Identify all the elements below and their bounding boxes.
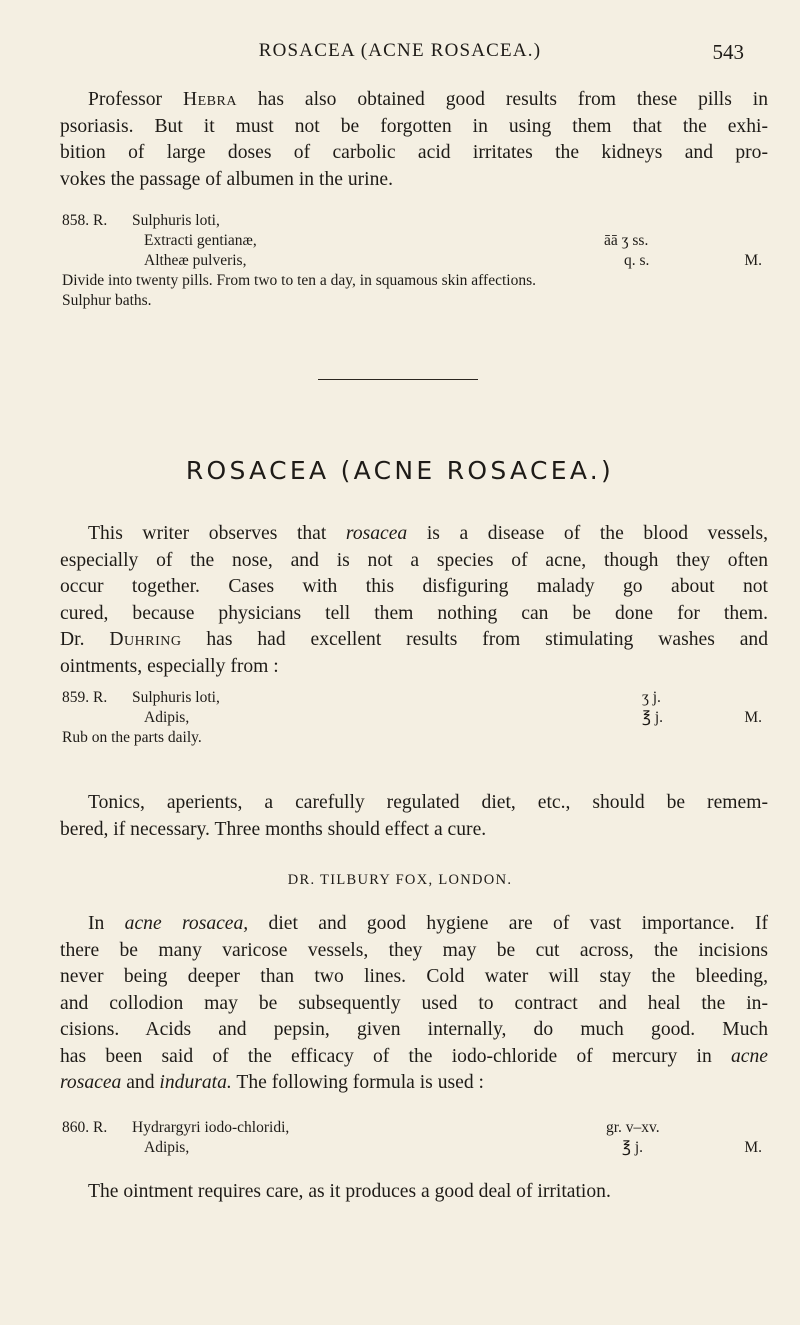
running-head-title: ROSACEA (ACNE ROSACEA.) — [258, 40, 542, 61]
term: acne — [731, 1045, 768, 1067]
text-line: Dr. Duhring has had excellent results from stimulating washes and — [60, 629, 769, 650]
quantity: ℥ j. — [622, 1139, 644, 1156]
text-line: ointments, especially from : — [60, 655, 279, 677]
section-divider — [318, 379, 478, 380]
misce-mark: M. — [744, 1139, 762, 1156]
page-number: 543 — [712, 40, 744, 64]
directions: Divide into twenty pills. From two to ten a day, in squamous skin affections. — [62, 272, 536, 289]
text-line: bition of large doses of carbolic acid irritates the kidneys and pro- — [60, 142, 768, 163]
running-head — [0, 40, 800, 70]
text-line: has been said of the efficacy of the iodo-chloride of mercury in acne — [60, 1045, 768, 1067]
ingredient: Sulphuris loti, — [132, 212, 220, 229]
quantity: q. s. — [624, 252, 650, 269]
quantity: āā ʒ ss. — [604, 232, 649, 249]
prescription-859 — [62, 688, 768, 748]
paragraph-rosacea — [60, 521, 768, 680]
text-line: This writer observes that rosacea is a disease of the blood vessels, — [88, 523, 769, 544]
term: indurata. — [159, 1072, 232, 1093]
ingredient: Hydrargyri iodo-chloridi, — [132, 1119, 290, 1136]
term: acne rosacea, — [124, 913, 249, 934]
text-line: vokes the passage of albumen in the urine. — [60, 168, 393, 190]
ingredient: Adipis, — [144, 709, 190, 726]
text-line: Tonics, aperients, a carefully regulated diet, etc., should be remem- — [88, 792, 768, 813]
section-heading: ROSACEA (ACNE ROSACEA.) — [185, 456, 615, 485]
text-line: cured, because physicians tell them nothing can be done for them. — [60, 602, 768, 624]
text-line: and collodion may be subsequently used to contract and heal the in- — [60, 992, 768, 1014]
paragraph-acne-rosacea — [60, 911, 768, 1097]
prescription-858 — [62, 211, 768, 311]
quantity: ʒ j. — [642, 689, 661, 706]
text-line: The ointment requires care, as it produces a good deal of irritation. — [88, 1181, 611, 1202]
paragraph-hebra — [60, 87, 768, 193]
text-line: rosacea and indurata. The following formula is used : — [60, 1072, 484, 1093]
text-line: occur together. Cases with this disfiguring malady go about not — [60, 576, 768, 597]
text-line: never being deeper than two lines. Cold water will stay the bleeding, — [60, 966, 768, 987]
text-line: especially of the nose, and is not a species of acne, though they often — [60, 549, 768, 571]
directions: Sulphur baths. — [62, 292, 152, 309]
misce-mark: M. — [744, 252, 762, 269]
paragraph-tonics — [60, 790, 768, 843]
prescription-number: 860. R. — [62, 1119, 108, 1136]
author-name: Duhring — [109, 629, 182, 650]
author-name: Hebra — [182, 89, 237, 110]
text-line: psoriasis. But it must not be forgotten in using them that the exhi- — [60, 115, 768, 137]
text-line: Professor Hebra has also obtained good results from these pills in — [88, 89, 768, 110]
prescription-number: 858. R. — [62, 212, 108, 229]
ingredient: Extracti gentianæ, — [144, 232, 257, 249]
quantity: ℥ j. — [642, 709, 664, 726]
attribution-heading: DR. TILBURY FOX, LONDON. — [287, 872, 513, 888]
paragraph-ointment — [60, 1179, 768, 1206]
term: rosacea — [345, 523, 408, 544]
term: rosacea — [60, 1072, 122, 1093]
directions: Rub on the parts daily. — [62, 729, 202, 746]
text-line: bered, if necessary. Three months should effect a cure. — [60, 818, 487, 840]
ingredient: Sulphuris loti, — [132, 689, 220, 706]
prescription-number: 859. R. — [62, 689, 108, 706]
ingredient: Adipis, — [144, 1139, 190, 1156]
text-line: cisions. Acids and pepsin, given internally, do much good. Much — [60, 1019, 768, 1040]
misce-mark: M. — [744, 709, 762, 726]
text-line: In acne rosacea, diet and good hygiene are of vast importance. If — [88, 913, 768, 934]
prescription-860 — [62, 1118, 768, 1158]
ingredient: Altheæ pulveris, — [144, 252, 247, 269]
quantity: gr. v–xv. — [606, 1119, 660, 1136]
text-line: there be many varicose vessels, they may be cut across, the incisions — [60, 939, 768, 961]
